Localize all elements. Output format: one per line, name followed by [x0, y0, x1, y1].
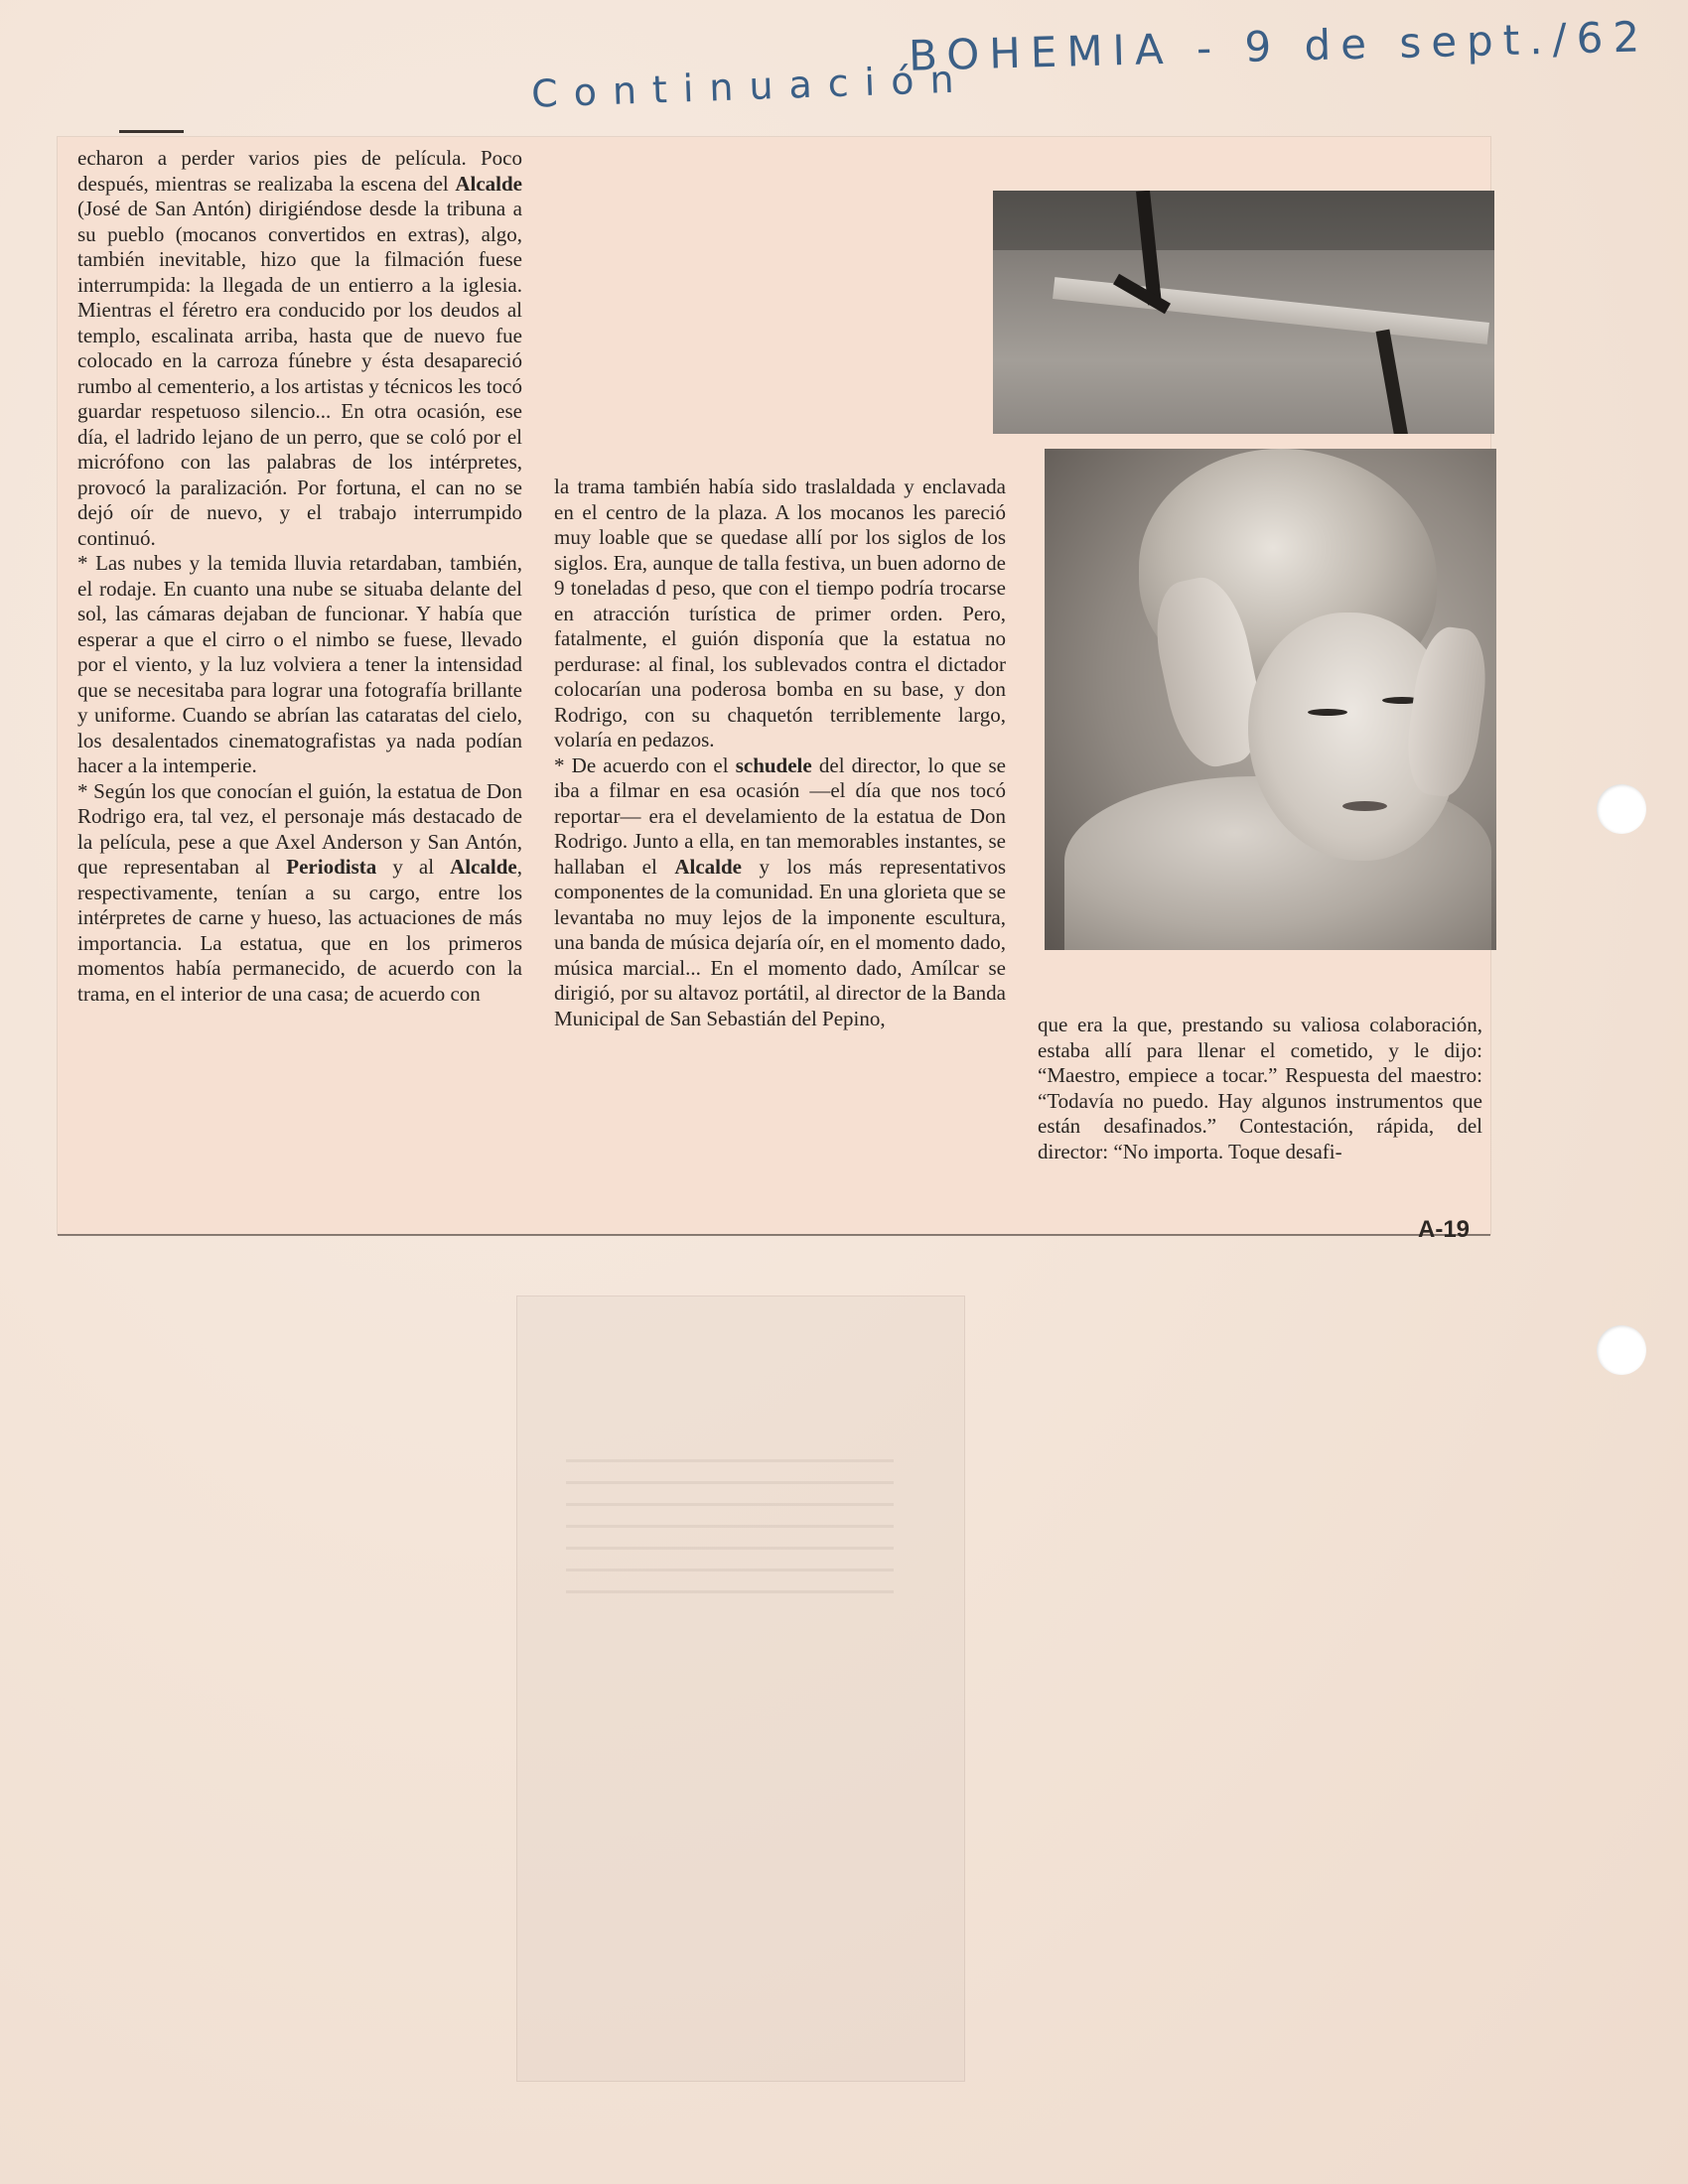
article-column-3 — [1038, 1013, 1482, 1164]
col2-paragraph-1: la trama también había sido traslaldada y enclavada en el centro de la plaza. A los mocanos les pareció muy loable que se quedase allí por los siglos de los siglos. Era, aunque de talla festiva, un buen adorno de 9 toneladas d peso, que con el tiempo podría trocarse en atracción turística de primer orden. Pero, fatalmente, el guión disponía que la estatua no perdurase: al final, los sublevados contra el dictador colocarían una poderosa bomba en su base, y don Rodrigo, con su chaquetón terriblemente largo, volaría en pedazos. — [554, 475, 1006, 751]
col1-text-c: * Según los que conocían el guión, la estatua de Don Rodrigo era, tal vez, el personaje más destacado de la película, pese a que Axel Anderson y San Antón, que representaban al — [77, 778, 522, 879]
photo-shade — [993, 191, 1494, 250]
col1-paragraph-2: * Las nubes y la temida lluvia retardaban, también, el rodaje. En cuanto una nube se situaba delante del sol, las cámaras dejaban de funcionar. Y había que esperar a que el cirro o el nimbo se fuese, llevado por el viento, y la luz volviera a tener la intensidad que se necesitaba para lograr una fotografía brillante y uniforme. Cuando se abrían las cataratas del cielo, los desalentados cinematografistas ya nada podían hacer a la intemperie. — [77, 551, 522, 777]
col3-paragraph-1: que era la que, prestando su valiosa colaboración, estaba allí para llenar el cometido, y le dijo: “Maestro, empiece a tocar.” Respuesta del maestro: “Todavía no puedo. Hay algunos instrumentos que están desafinados.” Contestación, rápida, del director: “No importa. Toque desafi- — [1038, 1013, 1482, 1163]
portrait-eye — [1308, 709, 1347, 716]
col2-text-c: y los más representativos componentes de la comunidad. En una glorieta que se levantaba no muy lejos de la imponente escultura, una banda de música dejaría oír, en el momento dado, música marcial... En el momento dado, Amílcar se dirigió, por su altavoz portátil, al director de la Banda Municipal de San Sebastián del Pepino, — [554, 854, 1006, 1030]
article-column-2 — [554, 475, 1006, 1031]
furniture-photo — [993, 191, 1494, 434]
article-column-1 — [77, 146, 522, 1007]
col1-text-e: , respectivamente, tenían a su cargo, entre los intérpretes de carne y hueso, las actuaciones de más importancia. La estatua, que en los primeros momentos había permanecido, de acuerdo con la trama, en el interior de una casa; de acuerdo con — [77, 855, 522, 1006]
woman-portrait-photo — [1045, 449, 1496, 950]
punch-hole — [1597, 1325, 1646, 1375]
handwritten-source-note: BOHEMIA - 9 de sept./62 — [908, 12, 1650, 80]
portrait-lips — [1342, 801, 1387, 811]
col2-bold-alcalde: Alcalde — [674, 854, 742, 879]
col1-bold-alcalde-2: Alcalde — [450, 855, 517, 879]
punch-hole — [1597, 784, 1646, 834]
col2-bold-schudele: schudele — [735, 752, 812, 777]
col1-text-b: (José de San Antón) dirigiéndose desde la tribuna a su pueblo (mocanos convertidos en extras), algo, también inevitable, hizo que la filmación fuese interrumpida: la llegada de un entierro a la iglesia. Mientras el féretro era conducido por los deudos al templo, escalinata arriba, hasta que de nuevo fue colocado en la carroza fúnebre y ésta desapareció rumbo al cementerio, a los artistas y técnicos les tocó guardar respetuoso silencio... En otra ocasión, ese día, el ladrido lejano de un perro, que se coló por el micrófono con las palabras de los intérpretes, provocó la paralización. Por fortuna, el can no se dejó oír de nuevo, y el trabajo interrumpido continuó. — [77, 197, 522, 550]
show-through-text — [566, 1459, 894, 1598]
show-through-clipping — [516, 1296, 965, 2082]
col2-text-a: * De acuerdo con el — [554, 752, 736, 777]
col1-bold-periodista: Periodista — [286, 855, 377, 879]
clipping-dash-mark — [119, 130, 184, 133]
handwritten-continuation-note: Continuación — [530, 57, 971, 116]
col1-text-a: echaron a perder varios pies de película. Poco después, mientras se realizaba la escena del — [77, 146, 522, 196]
col1-paragraph-1 — [77, 146, 522, 551]
page-number: A-19 — [1418, 1216, 1471, 1243]
col2-paragraph-2 — [554, 753, 1006, 1032]
col1-bold-alcalde: Alcalde — [455, 171, 522, 196]
col2-text-b: del director, lo que se iba a filmar en esa ocasión —el día que nos tocó reportar— era el develamiento de la estatua de Don Rodrigo. Junto a ella, en tan memorables instantes, se hallaban el — [554, 752, 1007, 879]
photo-leg — [1376, 330, 1409, 434]
col1-text-d: y al — [376, 855, 451, 879]
clipping-bottom-rule — [58, 1234, 1490, 1236]
col1-paragraph-3 — [77, 779, 522, 1008]
